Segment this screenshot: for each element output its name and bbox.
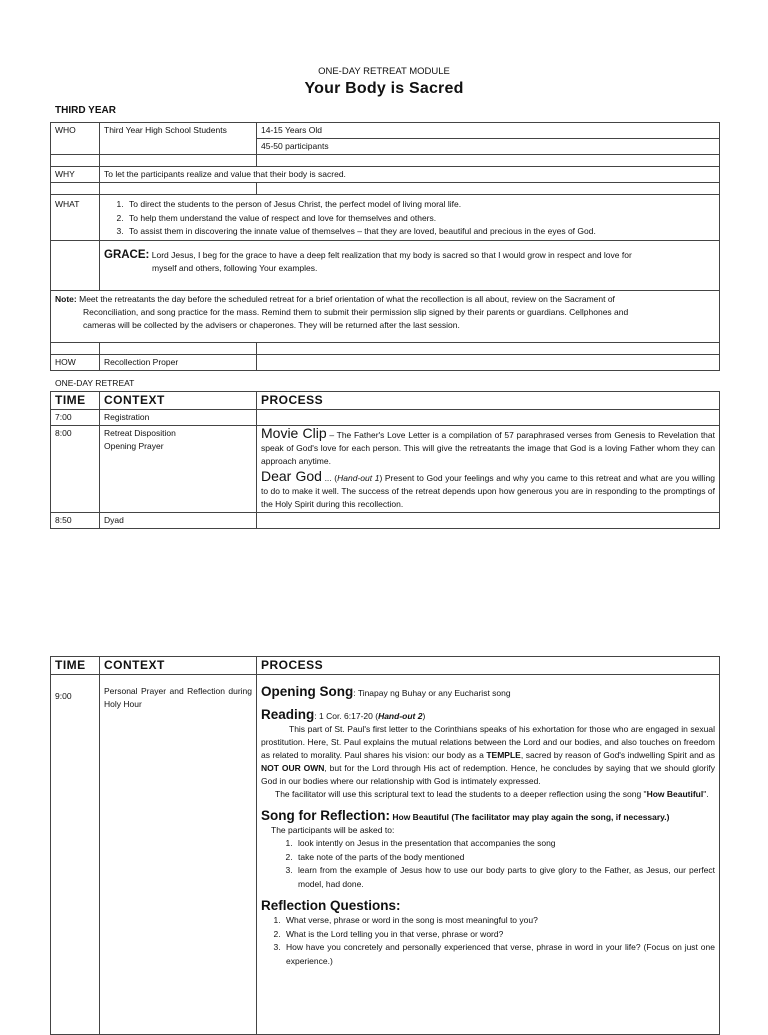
empty-cell [51,342,100,354]
empty-cell [257,155,720,167]
opening-song-text: : Tinapay ng Buhay or any Eucharist song [353,688,511,698]
header-process: PROCESS [257,392,720,410]
how-value: Recollection Proper [100,354,257,370]
profile-table [50,122,720,371]
header-context: CONTEXT [100,657,257,675]
empty-cell [257,513,720,529]
schedule-table [50,391,720,529]
time-cell: 8:00 [51,426,100,513]
table-row [51,675,720,1035]
document-title: Your Body is Sacred [304,80,464,97]
handout-ref: Hand-out 2 [378,711,423,721]
table-row [51,342,720,354]
header-context: CONTEXT [100,392,257,410]
note-text-line3: cameras will be collected by the advisers or chaperones. They will be returned after the last session. [83,319,460,330]
table-row [51,240,720,290]
who-value: Third Year High School Students [100,123,257,155]
list-item: 3. To assist them in discovering the innate value of themselves – that they are loved, beautiful and precious in the eyes of God. [126,225,715,239]
reading-heading: Reading [261,707,315,722]
objectives-list [104,198,715,239]
time-cell: 8:50 [51,513,100,529]
dear-god-text: ) Present to God your feelings and why you came to this retreat and what are you willing to do to make it well. The success of the retreat depends upon how generous you are in responding to the promptings of the Holy Spirit during this recollection. [261,473,716,509]
table-header-row [51,657,720,675]
reading-text: The facilitator will use this scriptural text to lead the students to a deeper reflection using the song " [275,789,647,799]
grace-text: Lord Jesus, I beg for the grace to have a deep felt realization that my body is sacred so that I would grow in respect and love for [151,249,632,260]
context-line: Retreat Disposition [104,428,176,438]
list-item: 2. To help them understand the value of respect and love for themselves and others. [126,212,715,226]
song-reflection-text: How Beautiful (The facilitator may play again the song, if necessary.) [392,812,670,822]
schedule-table-continued [50,656,720,1035]
reflection-questions-heading: Reflection Questions: [261,898,401,913]
list-item: 2. take note of the parts of the body mentioned [295,851,715,865]
why-value: To let the participants realize and value that their body is sacred. [100,167,720,183]
who-label: WHO [51,123,100,155]
context-line: Opening Prayer [104,441,164,451]
context-cell: Personal Prayer and Reflection during Holy Hour [100,675,257,1035]
song-steps-list [261,837,715,891]
note-cell [51,290,720,342]
reading-text: , but for the Lord through His act of redemption. Hence, he concludes by saying that we should glorify God in our bodies where our relationship with God is intimately expressed. [261,763,716,786]
reading-temple: TEMPLE [486,750,521,760]
header-process: PROCESS [257,657,720,675]
questions-list [261,914,715,968]
header-time: TIME [51,657,100,675]
time-cell: 7:00 [51,410,100,426]
table-row [51,354,720,370]
process-cell [257,426,720,513]
list-item: 2. What is the Lord telling you in that verse, phrase or word? [283,928,715,942]
grace-label: GRACE: [104,248,150,261]
table-header-row [51,392,720,410]
age-value: 14-15 Years Old [257,123,720,139]
table-row [51,426,720,513]
how-label: HOW [51,354,100,370]
reading-not-our-own: NOT OUR OWN [261,763,325,773]
list-item: 1. look intently on Jesus in the presentation that accompanies the song [295,837,715,851]
why-label: WHY [51,167,100,183]
grace-cell [100,240,720,290]
process-cell [257,675,720,1035]
empty-cell [100,155,257,167]
header-time: TIME [51,392,100,410]
dear-god-heading: Dear God [261,468,322,484]
participants-value: 45-50 participants [257,139,720,155]
list-item: 3. learn from the example of Jesus how to use our body parts to give glory to the Father, as Jesus, our perfect model, had done. [295,864,715,891]
song-intro: The participants will be asked to: [271,825,395,835]
reading-ref: : 1 Cor. 6:17-20 ( [314,711,379,721]
song-title: How Beautiful [646,789,704,799]
list-item: 1. To direct the students to the person of Jesus Christ, the perfect model of living moral life. [126,198,715,212]
empty-cell [257,183,720,195]
handout-ref: Hand-out 1 [337,473,380,483]
empty-cell [257,410,720,426]
movie-clip-heading: Movie Clip [261,425,327,441]
table-row [51,290,720,342]
schedule-label: ONE-DAY RETREAT [55,378,135,388]
reading-close: ) [422,711,426,721]
what-label: WHAT [51,195,100,241]
note-label: Note: [55,293,77,304]
table-row [51,513,720,529]
reading-text: This part of St. Paul's first letter to the Corinthians speaks of his exhortation for those who are engaged in sexual prostitution. Here, St. Paul explains the mutual relations between the Lord and our bodies, and also touches on freedom as related to morality. Paul shares his vision: our body as a [261,724,715,760]
reading-text: , sacred by reason of God's indwelling Spirit and as [520,750,715,760]
empty-cell [257,342,720,354]
dear-god-dots: ... ( [321,473,338,483]
objectives-cell [100,195,720,241]
list-item: 1. What verse, phrase or word in the song is most meaningful to you? [283,914,715,928]
empty-cell [100,342,257,354]
context-cell [100,426,257,513]
empty-cell [100,183,257,195]
movie-clip-text: The Father's Love Letter is a compilation of 57 paraphrased verses from Genesis to Revelation that speak of God's love for each person. This will give the retreatants the image that God is a loving Father whom they can approach anytime. [261,430,715,466]
table-row [51,123,720,139]
time-cell: 9:00 [51,675,100,1035]
movie-clip-dash: – [326,430,337,440]
note-text: Meet the retreatants the day before the scheduled retreat for a brief orientation of what the recollection is all about, review on the Sacrament of [79,293,615,304]
reading-text: ". [703,789,709,799]
table-row [51,155,720,167]
table-row [51,195,720,241]
year-label: THIRD YEAR [55,105,116,116]
table-row [51,167,720,183]
table-row [51,410,720,426]
grace-text-continued: myself and others, following Your examples. [152,262,318,273]
list-item: 3. How have you concretely and personally experienced that verse, phrase in word in your life? (Focus on just one experience.) [283,941,715,968]
empty-cell [51,155,100,167]
empty-cell [257,354,720,370]
empty-cell [51,240,100,290]
opening-song-heading: Opening Song [261,684,354,699]
empty-cell [51,183,100,195]
context-cell: Registration [100,410,257,426]
song-reflection-heading: Song for Reflection: [261,808,390,823]
note-text-line2: Reconciliation, and song practice for the mass. Remind them to submit their permission slip signed by their parents or guardians. Cellphones and [83,306,629,317]
module-label: ONE-DAY RETREAT MODULE [318,66,450,77]
context-cell: Dyad [100,513,257,529]
table-row [51,183,720,195]
